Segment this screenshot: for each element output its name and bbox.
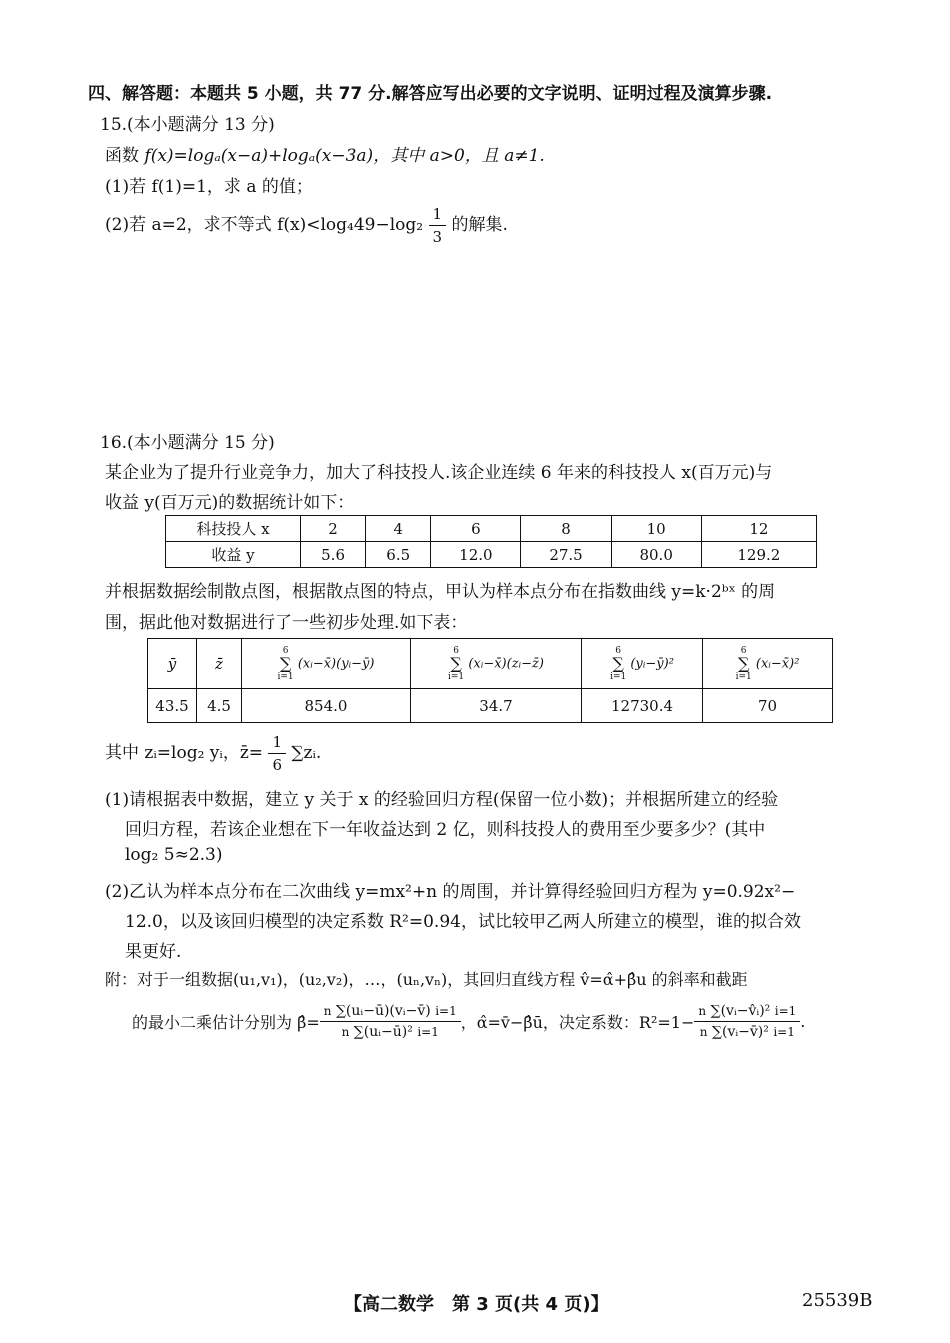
r2-numerator: ∑(vᵢ−v̂ᵢ)² <box>710 1003 771 1019</box>
table-cell: 12.0 <box>431 542 521 568</box>
table-header-cell: 收益 y <box>166 542 301 568</box>
table-header-cell: ȳ <box>148 639 197 689</box>
q16-part2-line3: 果更好. <box>125 942 182 962</box>
appendix-prefix: 的最小二乘估计分别为 β̂= <box>132 1013 320 1032</box>
sum-lower: i=1 <box>277 671 294 682</box>
q15-stem-expr: f(x)=logₐ(x−a)+logₐ(x−3a)，其中 a>0，且 a≠1. <box>144 146 545 166</box>
sigma-icon: 6 ∑ i=1 <box>735 645 752 682</box>
q15-part2 <box>105 205 508 246</box>
sigma-icon: 6 ∑ i=1 <box>277 645 294 682</box>
section-header: 四、解答题：本题共 5 小题，共 77 分.解答应写出必要的文字说明、证明过程及演算步骤. <box>88 84 773 104</box>
sum-upper: 6 <box>282 645 289 656</box>
q15-part1: (1)若 f(1)=1，求 a 的值； <box>105 177 313 197</box>
table-cell: 5.6 <box>301 542 366 568</box>
table-header-cell: 科技投人 x <box>166 516 301 542</box>
table-header-cell: z̄ <box>197 639 242 689</box>
beta-fraction <box>320 1003 461 1040</box>
table-header-cell <box>582 639 703 689</box>
processed-data-table <box>147 638 833 723</box>
fraction-denominator: 6 <box>272 756 282 774</box>
alpha-text: ，α̂=v̄−β̂ū，决定系数：R²=1− <box>460 1013 695 1032</box>
appendix-formula-line <box>132 1003 805 1040</box>
sum-expression: (xᵢ−x̄)(yᵢ−ȳ) <box>297 656 375 671</box>
sum-expression: (xᵢ−x̄)(zᵢ−z̄) <box>468 656 544 671</box>
q16-intro-line2: 收益 y(百万元)的数据统计如下： <box>105 493 355 513</box>
sum-upper: 6 <box>615 645 621 656</box>
sum-lower: i=1 <box>435 1004 457 1018</box>
table-cell: 854.0 <box>242 689 411 723</box>
sum-upper: n <box>699 1025 708 1039</box>
where-fraction <box>268 733 286 774</box>
sum-upper: 6 <box>453 645 459 656</box>
sum-lower: i=1 <box>773 1025 795 1039</box>
table-cell: 4.5 <box>197 689 242 723</box>
footer-code: 25539B <box>802 1290 873 1311</box>
table-header-cell <box>703 639 833 689</box>
q15-stem-prefix: 函数 <box>105 146 139 166</box>
fraction-numerator: 1 <box>268 733 286 754</box>
where-sum: ∑zᵢ. <box>291 743 322 763</box>
beta-numerator: ∑(uᵢ−ū)(vᵢ−v̄) <box>335 1003 431 1019</box>
table-row <box>166 542 817 568</box>
table-header-cell <box>411 639 582 689</box>
table-cell: 12730.4 <box>582 689 703 723</box>
q15-part2-prefix: (2)若 a=2，求不等式 f(x)<log₄49−log₂ <box>105 215 424 235</box>
table-cell: 10 <box>611 516 701 542</box>
sum-lower: i=1 <box>774 1004 797 1018</box>
where-text: 其中 zᵢ=log₂ yᵢ，z̄= <box>105 743 264 763</box>
sum-lower: i=1 <box>735 671 752 682</box>
q16-part1-line2: 回归方程，若该企业想在下一年收益达到 2 亿，则科技投人的费用至少要多少？(其中 <box>125 820 766 840</box>
fraction-numerator <box>694 1003 800 1022</box>
fraction-numerator: 1 <box>429 205 447 226</box>
sum-expression: (xᵢ−x̄)² <box>755 656 800 671</box>
q16-intro-line1: 某企业为了提升行业竞争力，加大了科技投人.该企业连续 6 年来的科技投人 x(百万元)与 <box>105 463 773 483</box>
table-cell: 4 <box>366 516 431 542</box>
table-cell: 2 <box>301 516 366 542</box>
sigma-icon: 6 ∑ i=1 <box>448 645 465 682</box>
table-cell: 8 <box>521 516 611 542</box>
investment-table <box>165 515 817 568</box>
table-cell: 70 <box>703 689 833 723</box>
sum-upper: n <box>323 1004 332 1018</box>
sum-upper: n <box>341 1025 350 1039</box>
q16-mid-line2: 围，据此他对数据进行了一些初步处理.如下表： <box>105 613 468 633</box>
table-cell: 80.0 <box>611 542 701 568</box>
table-row <box>148 639 833 689</box>
table-cell: 129.2 <box>701 542 816 568</box>
fraction-denominator <box>694 1022 800 1040</box>
r2-fraction <box>694 1003 800 1040</box>
table-cell: 43.5 <box>148 689 197 723</box>
r2-end: . <box>800 1012 806 1031</box>
q15-part2-suffix: 的解集. <box>451 215 508 235</box>
sum-lower: i=1 <box>610 671 627 682</box>
q16-part2-line2: 12.0，以及该回归模型的决定系数 R²=0.94，试比较甲乙两人所建立的模型，谁的拟合效 <box>125 912 801 932</box>
table-cell: 6.5 <box>366 542 431 568</box>
fraction-numerator <box>320 1003 461 1022</box>
footer-label: 【高二数学 第 3 页(共 4 页)】 <box>344 1294 609 1315</box>
table-cell: 27.5 <box>521 542 611 568</box>
q16-part1-line1: (1)请根据表中数据，建立 y 关于 x 的经验回归方程(保留一位小数)；并根据所建立的经验 <box>105 790 779 810</box>
table-row <box>148 689 833 723</box>
table-cell: 6 <box>431 516 521 542</box>
q15-part2-fraction <box>429 205 447 246</box>
table-row <box>166 516 817 542</box>
sigma-icon: 6 ∑ i=1 <box>610 645 627 682</box>
sum-upper: 6 <box>740 645 747 656</box>
sum-upper: n <box>698 1004 707 1018</box>
sum-lower: i=1 <box>448 671 465 682</box>
beta-denominator: ∑(uᵢ−ū)² <box>353 1024 413 1040</box>
fraction-denominator <box>320 1022 461 1040</box>
q16-part2-line1: (2)乙认为样本点分布在二次曲线 y=mx²+n 的周围，并计算得经验回归方程为 y=0.92x²− <box>105 882 796 902</box>
sum-lower: i=1 <box>417 1025 439 1039</box>
table-cell: 12 <box>701 516 816 542</box>
q15-stem <box>105 141 545 166</box>
r2-denominator: ∑(vᵢ−v̄)² <box>711 1024 769 1040</box>
fraction-denominator: 3 <box>432 228 443 246</box>
q16-where-line <box>105 733 321 774</box>
q15-title: 15.(本小题满分 13 分) <box>100 115 275 135</box>
table-cell: 34.7 <box>411 689 582 723</box>
table-header-cell <box>242 639 411 689</box>
appendix-line1: 附：对于一组数据(u₁,v₁)，(u₂,v₂)，…，(uₙ,vₙ)，其回归直线方程 v̂=α̂+β̂u 的斜率和截距 <box>105 970 748 989</box>
sum-expression: (yᵢ−ȳ)² <box>630 656 674 671</box>
q16-part1-line3: log₂ 5≈2.3) <box>125 845 223 865</box>
q16-mid-line1: 并根据数据绘制散点图，根据散点图的特点，甲认为样本点分布在指数曲线 y=k·2ᵇˣ 的周 <box>105 582 776 602</box>
q16-title: 16.(本小题满分 15 分) <box>100 433 275 453</box>
